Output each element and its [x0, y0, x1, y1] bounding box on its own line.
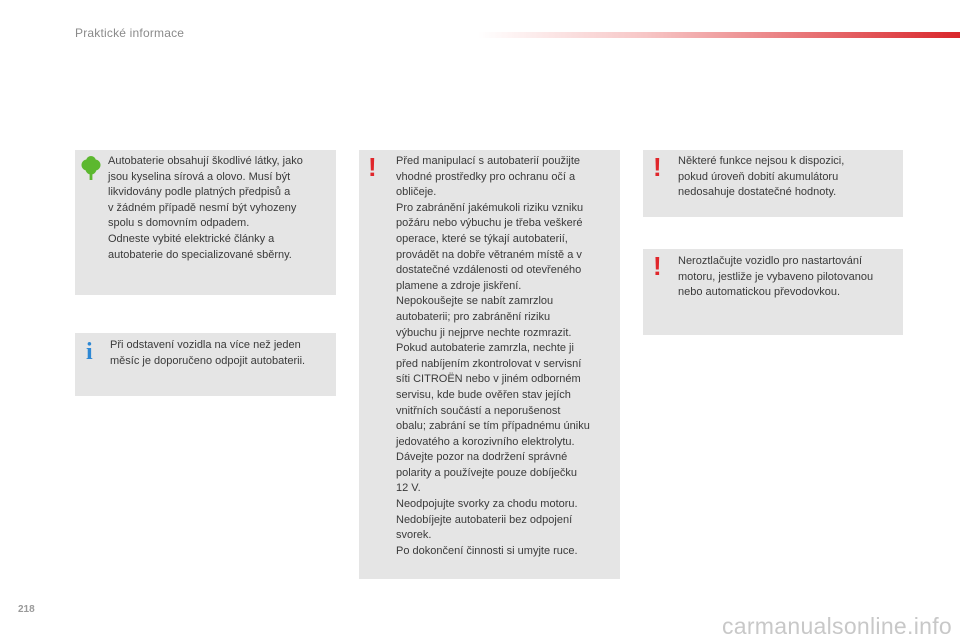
text-line: Při odstavení vozidla na více než jeden [110, 339, 301, 351]
text-line: dostatečné vzdálenosti od otevřeného [396, 264, 582, 277]
text-line: požáru nebo výbuchu je třeba veškeré [396, 217, 583, 230]
text-line: Pokud autobaterie zamrzla, nechte ji [396, 342, 574, 355]
functions-warning-text [678, 154, 901, 201]
functions-warning-box [643, 150, 903, 217]
text-line: Neodpojujte svorky za chodu motoru. [396, 498, 578, 511]
text-line: autobaterie do specializované sběrny. [108, 248, 292, 261]
text-line: nedosahuje dostatečné hodnoty. [678, 186, 837, 199]
text-line: vnitřních součástí a neporušenost [396, 404, 561, 417]
text-line: likvidovány podle platných předpisů a [108, 186, 291, 199]
text-line: Autobaterie obsahují škodlivé látky, jako [108, 155, 303, 167]
eco-note-box [75, 150, 336, 295]
text-line: jsou kyselina sírová a olovo. Musí být [108, 170, 291, 183]
text-line: svorek. [396, 529, 432, 542]
page-number: 218 [18, 604, 35, 615]
text-line: polarity a používejte pouze dobíječku [396, 466, 578, 479]
eco-note-text [108, 154, 334, 263]
text-line: Dávejte pozor na dodržení správné [396, 451, 568, 464]
text-line: výbuchu ji nejprve nechte rozmrazit. [396, 326, 572, 339]
text-line: Některé funkce nejsou k dispozici, [678, 155, 845, 167]
push-start-warning-box [643, 249, 903, 335]
text-line: Odneste vybité elektrické články a [108, 232, 275, 245]
battery-warning-text [396, 154, 618, 559]
text-line: obalu; zabrání se tím případnému úniku [396, 420, 590, 433]
text-line: měsíc je doporučeno odpojit autobaterii. [110, 354, 306, 367]
exclamation-icon: ! [368, 152, 377, 182]
text-line: nebo automatickou převodovkou. [678, 286, 841, 299]
text-line: operace, které se týkají autobaterií, [396, 232, 568, 245]
info-note-text [110, 338, 334, 369]
text-line: servisu, kde bude ověřen stav jejích [396, 388, 571, 401]
text-line: Neroztlačujte vozidlo pro nastartování [678, 255, 863, 267]
info-note-box [75, 333, 336, 396]
text-line: obličeje. [396, 186, 437, 199]
battery-warning-box [359, 150, 620, 579]
text-line: síti CITROËN nebo v jiném odborném [396, 373, 581, 386]
page-header-title: Praktické informace [75, 26, 185, 40]
text-line: Nedobíjejte autobaterii bez odpojení [396, 513, 573, 526]
watermark: carmanualsonline.info [721, 613, 952, 639]
text-line: 12 V. [396, 482, 421, 495]
text-line: autobaterii; pro zabránění riziku [396, 310, 551, 323]
text-line: motoru, jestliže je vybaveno pilotovanou [678, 270, 874, 283]
tree-icon [81, 156, 101, 188]
text-line: Nepokoušejte se nabít zamrzlou [396, 295, 554, 308]
exclamation-icon: ! [653, 251, 662, 281]
text-line: plamene a zdroje jiskření. [396, 279, 522, 292]
text-line: Pro zabránění jakémukoli riziku vzniku [396, 201, 584, 214]
text-line: před nabíjením zkontrolovat v servisní [396, 357, 582, 370]
text-line: vhodné prostředky pro ochranu očí a [396, 170, 576, 183]
text-line: pokud úroveň dobití akumulátoru [678, 170, 839, 183]
text-line: Před manipulací s autobaterií použijte [396, 155, 581, 167]
push-start-warning-text [678, 254, 901, 301]
info-icon: i [86, 339, 93, 365]
text-line: provádět na dobře větraném místě a v [396, 248, 582, 261]
text-line: spolu s domovním odpadem. [108, 217, 250, 230]
text-line: Po dokončení činnosti si umyjte ruce. [396, 544, 578, 557]
header-accent-bar [478, 32, 960, 38]
text-line: jedovatého a korozivního elektrolytu. [396, 435, 575, 448]
exclamation-icon: ! [653, 152, 662, 182]
text-line: v žádném případě nesmí být vyhozeny [108, 201, 297, 214]
